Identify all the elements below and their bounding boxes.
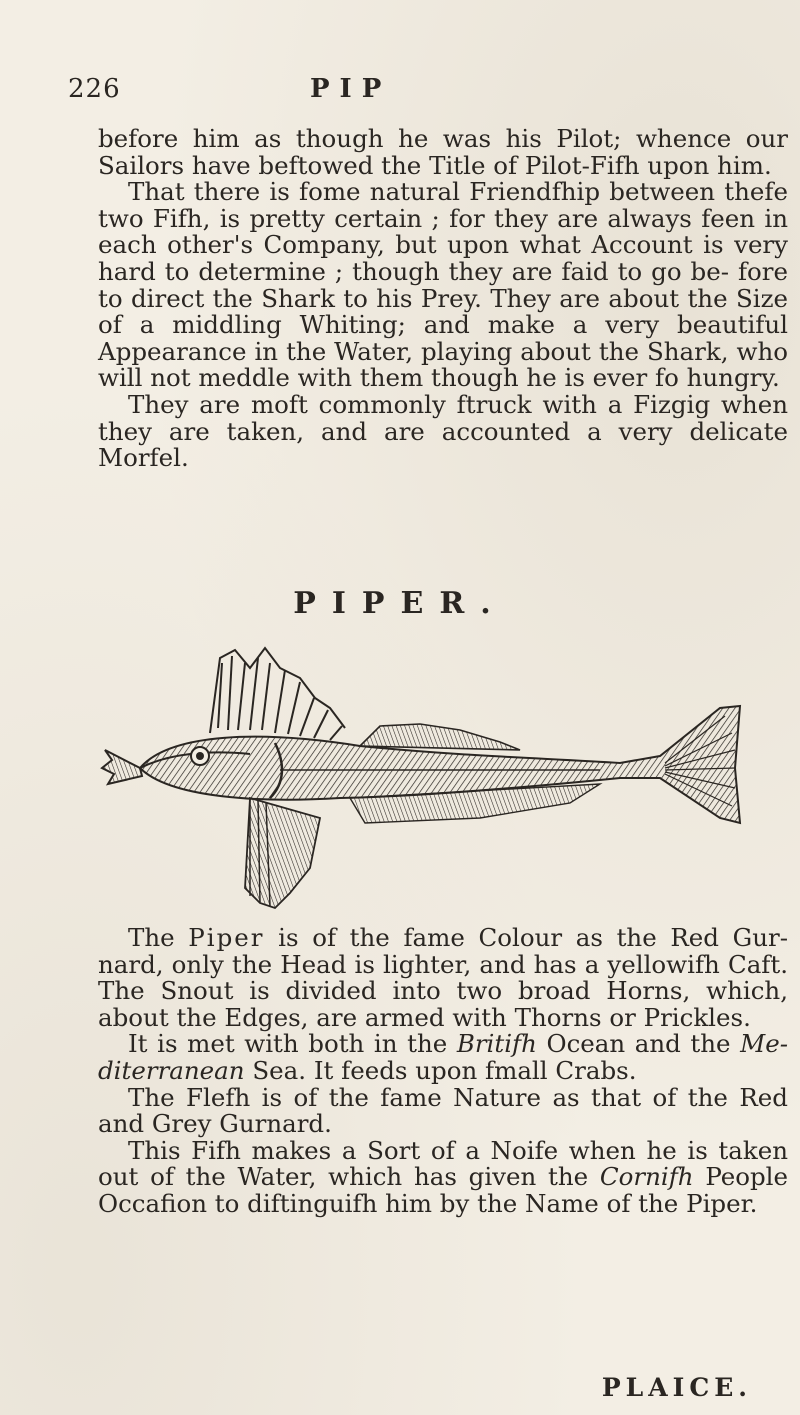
pectoral-fin [245, 798, 320, 908]
paragraph: They are moft commonly ftruck with a Fizgig when they are taken, and are accounted a very delicate Morfel. [98, 389, 788, 473]
snout-horns [102, 750, 142, 784]
page-number: 226 [68, 74, 121, 104]
bottom-text-block [98, 925, 788, 1218]
paragraph: before him as though he was his Pilot; whence our Sailors have beftowed the Title of Pilot-Fifh upon him. [98, 124, 788, 180]
section-title: PIPER. [293, 586, 507, 621]
paragraph: The Piper is of the fame Colour as the Red Gur- nard, only the Head is lighter, and has a yellowifh Caft. The Snout is divided into two broad Horns, which, about the Edges, are armed with Thorns or Prickles. [98, 923, 788, 1032]
catchword: PLAICE. [601, 1373, 752, 1402]
top-text-block [98, 126, 788, 472]
rear-dorsal-fin [360, 724, 520, 750]
piper-name: Piper [188, 923, 265, 952]
running-head-title: PIP [310, 74, 392, 104]
paragraph: That there is fome natural Friendfhip between thefe two Fifh, is pretty certain ; for they are always feen in each other's Company, but upon what Account is very hard to determine ; though they are faid to go be- fore to direct the Shark to his Prey. They are about the Size of a middling Whiting; and make a very beautiful Appearance in the Water, playing about the Shark, who will not meddle with them though he is ever fo hungry. [98, 177, 788, 393]
paragraph: It is met with both in the Britifh Ocean and the Me- diterranean Sea. It feeds upon fmall Crabs. [98, 1029, 788, 1085]
running-head [68, 74, 768, 108]
piper-fish-illustration [100, 638, 750, 918]
dorsal-fin [210, 648, 345, 740]
paragraph: This Fifh makes a Sort of a Noife when he is taken out of the Water, which has given the Cornifh People Occafion to diftinguifh him by the Name of the Piper. [98, 1135, 788, 1218]
paragraph: The Flefh is of the fame Nature as that of the Red and Grey Gurnard. [98, 1082, 788, 1139]
